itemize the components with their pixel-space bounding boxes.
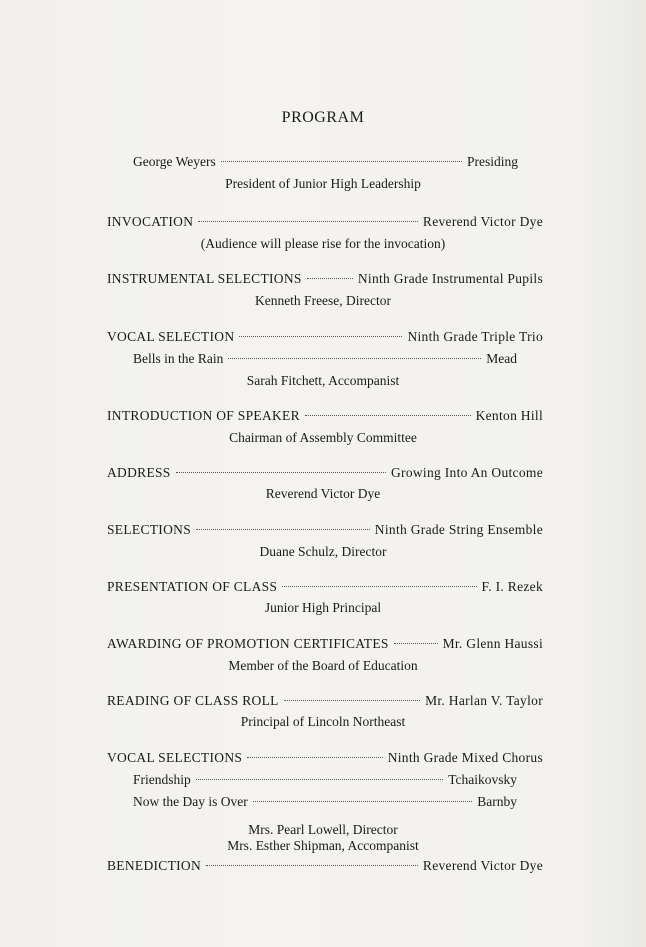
- entry-sub: Chairman of Assembly Committee: [229, 430, 417, 445]
- entry-left: George Weyers: [133, 154, 216, 169]
- entry-piece: [133, 770, 517, 790]
- entry-invocation: [107, 212, 543, 232]
- dot-leader: [196, 529, 370, 530]
- dot-leader: [247, 757, 383, 758]
- dot-leader: [284, 700, 420, 701]
- entry-sub: President of Junior High Leadership: [225, 176, 421, 191]
- entry-left: Bells in the Rain: [133, 351, 224, 366]
- entry-right: Ninth Grade Mixed Chorus: [387, 750, 543, 765]
- entry-vocal-selection: [107, 327, 543, 347]
- entry-left: PRESENTATION OF CLASS: [107, 579, 278, 594]
- entry-reading-of-class-roll: [107, 691, 543, 711]
- entry-right: Tchaikovsky: [448, 772, 517, 787]
- entry-right: Kenton Hill: [475, 408, 543, 423]
- entry-right: Mr. Harlan V. Taylor: [425, 693, 543, 708]
- entry-sub: (Audience will please rise for the invocation): [200, 236, 446, 251]
- dot-leader: [253, 801, 473, 802]
- dot-leader: [307, 278, 353, 279]
- entry-left: BENEDICTION: [107, 858, 202, 873]
- entry-left: Now the Day is Over: [133, 794, 248, 809]
- entry-right: Growing Into An Outcome: [390, 465, 543, 480]
- entry-left: VOCAL SELECTION: [107, 329, 235, 344]
- entry-piece: [133, 349, 517, 369]
- entry-benediction: [107, 856, 543, 876]
- entry-sub: Principal of Lincoln Northeast: [240, 714, 406, 729]
- entry-left: INSTRUMENTAL SELECTIONS: [107, 271, 302, 286]
- entry-address: [107, 463, 543, 483]
- entry-selections: [107, 520, 543, 540]
- entry-sub: Member of the Board of Education: [228, 658, 418, 673]
- dot-leader: [198, 221, 418, 222]
- entry-sub: Duane Schulz, Director: [259, 544, 387, 559]
- entry-presiding: [133, 152, 518, 172]
- entry-left: INTRODUCTION OF SPEAKER: [107, 408, 300, 423]
- entry-left: VOCAL SELECTIONS: [107, 750, 243, 765]
- entry-right: Reverend Victor Dye: [422, 214, 543, 229]
- entry-left: Friendship: [133, 772, 191, 787]
- dot-leader: [221, 161, 462, 162]
- entry-right: Ninth Grade Instrumental Pupils: [357, 271, 543, 286]
- entry-right: Barnby: [477, 794, 517, 809]
- entry-left: INVOCATION: [107, 214, 194, 229]
- dot-leader: [239, 336, 402, 337]
- entry-sub: Junior High Principal: [264, 600, 382, 615]
- entry-presentation-of-class: [107, 577, 543, 597]
- entry-right: Mead: [486, 351, 517, 366]
- entry-right: Presiding: [466, 154, 518, 169]
- entry-left: AWARDING OF PROMOTION CERTIFICATES: [107, 636, 389, 651]
- dot-leader: [206, 865, 418, 866]
- dot-leader: [196, 779, 443, 780]
- entry-right: Ninth Grade Triple Trio: [407, 329, 543, 344]
- entry-sub: Kenneth Freese, Director: [254, 293, 392, 308]
- entry-right: Reverend Victor Dye: [422, 858, 543, 873]
- dot-leader: [394, 643, 438, 644]
- entry-sub: Mrs. Pearl Lowell, Director: [248, 822, 398, 837]
- entry-instrumental-selections: [107, 269, 543, 289]
- dot-leader: [176, 472, 386, 473]
- entry-left: ADDRESS: [107, 465, 171, 480]
- entry-left: READING OF CLASS ROLL: [107, 693, 279, 708]
- entry-introduction-of-speaker: [107, 406, 543, 426]
- entry-right: Ninth Grade String Ensemble: [374, 522, 543, 537]
- program-title: PROGRAM: [281, 109, 365, 126]
- entry-piece: [133, 792, 517, 812]
- entry-sub: Sarah Fitchett, Accompanist: [246, 373, 400, 388]
- entry-sub: Mrs. Esther Shipman, Accompanist: [227, 838, 419, 853]
- dot-leader: [305, 415, 471, 416]
- entry-right: F. I. Rezek: [481, 579, 543, 594]
- dot-leader: [282, 586, 476, 587]
- entry-awarding-certificates: [107, 634, 543, 654]
- dot-leader: [228, 358, 481, 359]
- entry-left: SELECTIONS: [107, 522, 191, 537]
- entry-sub: Reverend Victor Dye: [265, 486, 381, 501]
- entry-vocal-selections: [107, 748, 543, 768]
- entry-right: Mr. Glenn Haussi: [442, 636, 543, 651]
